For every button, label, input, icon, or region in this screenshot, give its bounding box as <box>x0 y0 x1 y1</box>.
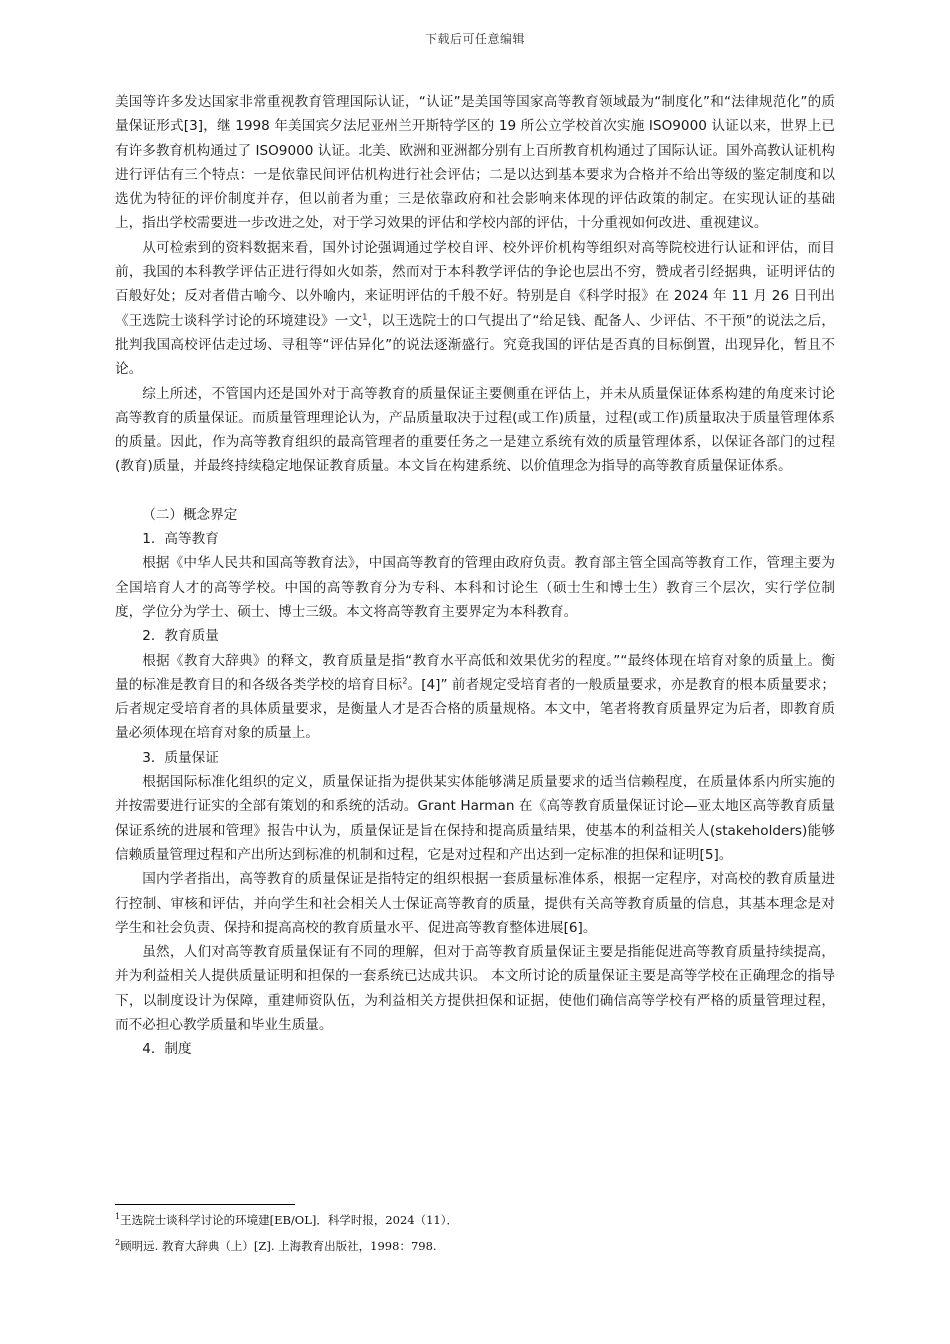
footnote-2 <box>115 1238 437 1254</box>
footnote-divider <box>115 1204 295 1205</box>
section-heading: （二）概念界定 <box>142 506 238 523</box>
footnote-mark: 2 <box>115 1238 121 1248</box>
footnote-ref: 2 <box>402 676 408 686</box>
subsection-heading: 1．高等教育 <box>142 531 219 548</box>
footnote-text: 顾明远. 教育大辞典（上）[Z]. 上海教育出版社，1998：798. <box>120 1239 437 1253</box>
paragraph-text: 。[4]” 前者规定受培育者的一般质量要求，亦是教育的根本质量要求；后者规定受培育者的具体质量要求，是衡量人才是否合格的质量规格。本文中，笔者将教育质量界定为后者，即教育质量必须体现在培育对象的质量上。 <box>115 676 835 742</box>
paragraph: 国内学者指出，高等教育的质量保证是指特定的组织根据一套质量标准体系，根据一定程序，对高校的教育质量进行控制、审核和评估，并向学生和社会相关人士保证高等教育的质量，提供有关高等教育质量的信息，其基本理念是对学生和社会负责、保持和提高高校的教育质量水平、促进高等教育整体进展[6]。 <box>115 871 835 936</box>
footnote-text: 王选院士谈科学讨论的环境建[EB/OL]．科学时报，2024（11）． <box>120 1213 458 1227</box>
paragraph: 根据国际标准化组织的定义，质量保证指为提供某实体能够满足质量要求的适当信赖程度，在质量体系内所实施的并按需要进行证实的全部有策划的和系统的活动。Grant Harman 在《高等教育质量保证讨论—亚太地区高等教育质量保证系统的进展和管理》报告中认为，质量保证是旨在保持和提高质量结果，使基本的利益相关人(stakeholders)能够信赖质量管理过程和产出所达到标准的机制和过程，它是对过程和产出达到一定标准的担保和证明[5]。 <box>115 774 835 863</box>
paragraph: 美国等许多发达国家非常重视教育管理国际认证，“认证”是美国等国家高等教育领域最为“制度化”和“法律规范化”的质量保证形式[3]，继 1998 年美国宾夕法尼亚州兰开斯特学区的 19 所公立学校首次实施 ISO9000 认证以来，世界上已有许多教育机构通过了 ISO9000 认证。北美、欧洲和亚洲都分别有上百所教育机构通过了国际认证。国外高教认证机构进行评估有三个特点：一是依靠民间评估机构进行社会评估；二是以达到基本要求为合格并不给出等级的鉴定制度和以选优为特征的评价制度并存，但以前者为重；三是依靠政府和社会影响来体现的评估政策的制定。在实现认证的基础上，指出学校需要进一步改进之处，对于学习效果的评估和学校内部的评估，十分重视如何改进、重视建议。 <box>115 94 835 232</box>
paragraph: 根据《中华人民共和国高等教育法》，中国高等教育的管理由政府负责。教育部主管全国高等教育工作，管理主要为全国培育人才的高等学校。中国的高等教育分为专科、本科和讨论生（硕士生和博士生）教育三个层次，实行学位制度，学位分为学士、硕士、博士三级。本文将高等教育主要界定为本科教育。 <box>115 555 835 620</box>
document-body <box>115 90 835 1062</box>
subsection-heading: 2．教育质量 <box>142 628 219 645</box>
paragraph <box>115 649 835 746</box>
page-header: 下载后可任意编辑 <box>424 32 525 46</box>
paragraph: 虽然，人们对高等教育质量保证有不同的理解，但对于高等教育质量保证主要是指能促进高等教育质量持续提高，并为利益相关人提供质量证明和担保的一套系统已达成共识。 本文所讨论的质量保证主要是高等学校在正确理念的指导下，以制度设计为保障，重建师资队伍，为利益相关方提供担保和证据，使他们确信高等学校有严格的质量管理过程，而不必担心教学质量和毕业生质量。 <box>115 944 835 1033</box>
subsection-heading: 4．制度 <box>142 1041 192 1058</box>
footnote-mark: 1 <box>115 1212 121 1222</box>
footnote-ref: 1 <box>362 312 368 322</box>
paragraph: 综上所述，不管国内还是国外对于高等教育的质量保证主要侧重在评估上，并未从质量保证体系构建的角度来讨论高等教育的质量保证。而质量管理理论认为，产品质量取决于过程(或工作)质量，过程(或工作)质量取决于质量管理体系的质量。因此，作为高等教育组织的最高管理者的重要任务之一是建立系统有效的质量管理体系，以保证各部门的过程(教育)质量，并最终持续稳定地保证教育质量。本文旨在构建系统、以价值理念为指导的高等教育质量保证体系。 <box>115 385 835 475</box>
footnote-1 <box>115 1212 458 1228</box>
paragraph-text: ，以王选院士的口气提出了“给足钱、配备人、少评估、不干预”的说法之后，批判我国高校评估走过场、寻租等“评估异化”的说法逐渐盛行。究竟我国的评估是否真的目标倒置，出现异化，暂且不论。 <box>115 312 835 378</box>
paragraph-text: 根据《教育大辞典》的释文，教育质量是指“教育水平高低和效果优劣的程度。”“最终体现在培育对象的质量上。衡量的标准是教育目的和各级各类学校的培育目标 <box>115 652 835 693</box>
paragraph-text: 从可检索到的资料数据来看，国外讨论强调通过学校自评、校外评价机构等组织对高等院校进行认证和评估，而目前，我国的本科教学评估正进行得如火如荼，然而对于本科教学评估的争论也层出不穷，赞成者引经据典，证明评估的百般好处；反对者借古喻今、以外喻内，来证明评估的千般不好。特别是自《科学时报》在 2024 年 11 月 26 日刊出《王选院士谈科学讨论的环境建设》一文 <box>115 239 835 329</box>
subsection-heading: 3．质量保证 <box>142 749 219 766</box>
paragraph <box>115 236 835 382</box>
